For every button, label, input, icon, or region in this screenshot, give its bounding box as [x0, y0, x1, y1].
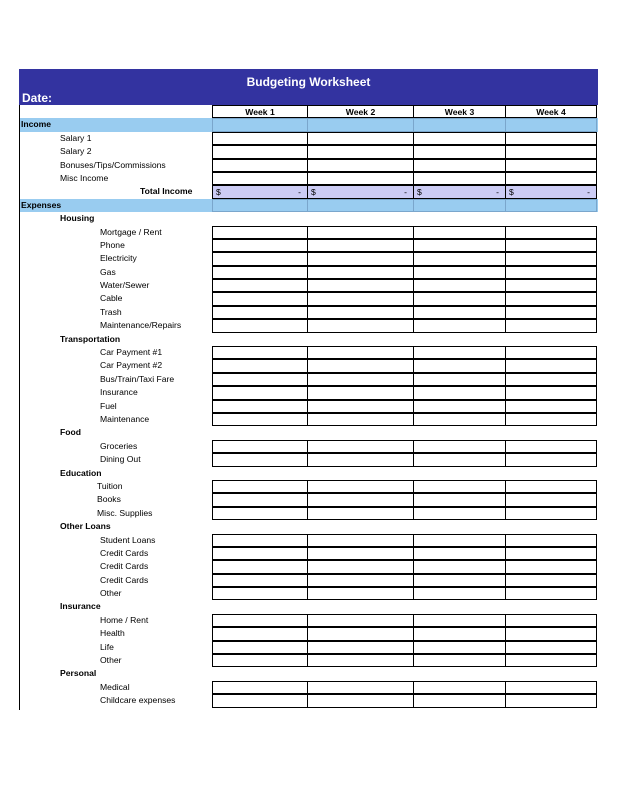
income-bonuses-tips-commissions-week-3-cell[interactable] [413, 159, 506, 172]
transportation-bus-train-taxi-fare-week-1-cell[interactable] [212, 373, 308, 386]
other-loans-student-loans-week-3-cell[interactable] [413, 534, 506, 547]
transportation-bus-train-taxi-fare-week-3-cell[interactable] [413, 373, 506, 386]
housing-water-sewer-week-3-cell[interactable] [413, 279, 506, 292]
insurance-other-week-4-cell[interactable] [505, 654, 597, 667]
housing-mortgage-rent-week-2-cell[interactable] [307, 226, 414, 239]
housing-electricity-week-4-cell[interactable] [505, 252, 597, 265]
education-books-week-3-cell[interactable] [413, 493, 506, 506]
other-loans-credit-cards-week-1-cell[interactable] [212, 547, 308, 560]
expense-category-other-loans [19, 520, 598, 533]
food-groceries-week-3-cell[interactable] [413, 440, 506, 453]
other-loans-credit-cards-week-4-cell[interactable] [505, 574, 597, 587]
income-misc-income-week-1-cell[interactable] [212, 172, 308, 185]
other-loans-credit-cards-week-3-cell[interactable] [413, 547, 506, 560]
education-books-week-4-cell[interactable] [505, 493, 597, 506]
other-loans-credit-cards-week-1-cell[interactable] [212, 574, 308, 587]
food-dining-out-week-1-cell[interactable] [212, 453, 308, 466]
category-label: Other Loans [60, 521, 111, 532]
food-dining-out-week-4-cell[interactable] [505, 453, 597, 466]
other-loans-credit-cards-week-3-cell[interactable] [413, 574, 506, 587]
insurance-home-rent-week-4-cell[interactable] [505, 614, 597, 627]
expense-row [19, 226, 598, 239]
other-loans-credit-cards-week-4-cell[interactable] [505, 560, 597, 573]
insurance-other-week-1-cell[interactable] [212, 654, 308, 667]
total-income-week-2: $ - [307, 185, 414, 198]
week-4-header: Week 4 [505, 105, 597, 118]
expense-item-label: Groceries [100, 440, 138, 451]
housing-trash-week-3-cell[interactable] [413, 306, 506, 319]
expense-row [19, 614, 598, 627]
income-salary-2-week-1-cell[interactable] [212, 145, 308, 158]
education-books-week-2-cell[interactable] [307, 493, 414, 506]
expense-item-label: Bus/Train/Taxi Fare [100, 373, 175, 384]
expense-row [19, 252, 598, 265]
other-loans-other-week-4-cell[interactable] [505, 587, 597, 600]
income-row [19, 172, 598, 185]
expense-item-label: Fuel [100, 400, 117, 411]
budget-worksheet [19, 69, 598, 708]
week-3-header: Week 3 [413, 105, 506, 118]
expense-item-label: Dining Out [100, 454, 141, 465]
expense-row [19, 627, 598, 640]
transportation-car-payment-2-week-2-cell[interactable] [307, 359, 414, 372]
housing-mortgage-rent-week-4-cell[interactable] [505, 226, 597, 239]
personal-medical-week-2-cell[interactable] [307, 681, 414, 694]
category-label: Housing [60, 213, 95, 224]
other-loans-student-loans-week-1-cell[interactable] [212, 534, 308, 547]
expense-row [19, 493, 598, 506]
housing-mortgage-rent-week-1-cell[interactable] [212, 226, 308, 239]
housing-phone-week-3-cell[interactable] [413, 239, 506, 252]
personal-medical-week-3-cell[interactable] [413, 681, 506, 694]
education-misc-supplies-week-2-cell[interactable] [307, 507, 414, 520]
transportation-car-payment-1-week-4-cell[interactable] [505, 346, 597, 359]
personal-childcare-expenses-week-2-cell[interactable] [307, 694, 414, 707]
expense-row [19, 386, 598, 399]
expense-category-education [19, 467, 598, 480]
week-1-header: Week 1 [212, 105, 308, 118]
expense-item-label: Maintenance/Repairs [100, 320, 182, 331]
insurance-home-rent-week-3-cell[interactable] [413, 614, 506, 627]
expense-item-label: Medical [100, 681, 130, 692]
personal-childcare-expenses-week-3-cell[interactable] [413, 694, 506, 707]
expense-row [19, 654, 598, 667]
housing-gas-week-1-cell[interactable] [212, 266, 308, 279]
income-item-label: Salary 1 [60, 132, 92, 143]
expense-row [19, 319, 598, 332]
income-salary-1-week-2-cell[interactable] [307, 132, 414, 145]
transportation-insurance-week-3-cell[interactable] [413, 386, 506, 399]
housing-maintenance-repairs-week-3-cell[interactable] [413, 319, 506, 332]
expense-item-label: Health [100, 628, 125, 639]
other-loans-student-loans-week-2-cell[interactable] [307, 534, 414, 547]
expense-item-label: Misc. Supplies [97, 507, 153, 518]
insurance-life-week-1-cell[interactable] [212, 641, 308, 654]
other-loans-credit-cards-week-2-cell[interactable] [307, 560, 414, 573]
insurance-home-rent-week-1-cell[interactable] [212, 614, 308, 627]
total-income-week-4: $ - [505, 185, 597, 198]
expense-item-label: Trash [100, 306, 122, 317]
expense-row [19, 681, 598, 694]
housing-gas-week-4-cell[interactable] [505, 266, 597, 279]
income-label: Income [21, 119, 52, 130]
expense-item-label: Maintenance [100, 413, 150, 424]
expense-item-label: Phone [100, 239, 125, 250]
insurance-health-week-1-cell[interactable] [212, 627, 308, 640]
other-loans-credit-cards-week-2-cell[interactable] [307, 574, 414, 587]
other-loans-other-week-2-cell[interactable] [307, 587, 414, 600]
expense-item-label: Tuition [97, 480, 123, 491]
income-row [19, 132, 598, 145]
expense-row [19, 306, 598, 319]
transportation-maintenance-week-2-cell[interactable] [307, 413, 414, 426]
housing-electricity-week-3-cell[interactable] [413, 252, 506, 265]
housing-electricity-week-2-cell[interactable] [307, 252, 414, 265]
housing-phone-week-2-cell[interactable] [307, 239, 414, 252]
insurance-life-week-3-cell[interactable] [413, 641, 506, 654]
category-label: Transportation [60, 333, 121, 344]
expense-row [19, 292, 598, 305]
income-rows [19, 132, 598, 186]
expense-item-label: Car Payment #1 [100, 347, 163, 358]
housing-water-sewer-week-1-cell[interactable] [212, 279, 308, 292]
expense-category-personal [19, 667, 598, 680]
transportation-car-payment-2-week-4-cell[interactable] [505, 359, 597, 372]
expense-row [19, 400, 598, 413]
expense-item-label: Home / Rent [100, 614, 149, 625]
transportation-maintenance-week-3-cell[interactable] [413, 413, 506, 426]
education-tuition-week-3-cell[interactable] [413, 480, 506, 493]
income-bonuses-tips-commissions-week-2-cell[interactable] [307, 159, 414, 172]
food-dining-out-week-3-cell[interactable] [413, 453, 506, 466]
transportation-car-payment-2-week-3-cell[interactable] [413, 359, 506, 372]
other-loans-student-loans-week-4-cell[interactable] [505, 534, 597, 547]
expense-row [19, 587, 598, 600]
education-misc-supplies-week-4-cell[interactable] [505, 507, 597, 520]
income-item-label: Salary 2 [60, 146, 92, 157]
income-item-label: Bonuses/Tips/Commissions [60, 159, 166, 170]
food-dining-out-week-2-cell[interactable] [307, 453, 414, 466]
expense-row [19, 507, 598, 520]
expense-item-label: Car Payment #2 [100, 360, 163, 371]
housing-trash-week-2-cell[interactable] [307, 306, 414, 319]
expense-row [19, 413, 598, 426]
category-label: Personal [60, 668, 97, 679]
date-label: Date: [22, 91, 53, 105]
category-label: Food [60, 427, 81, 438]
expenses-label: Expenses [21, 199, 62, 210]
expense-item-label: Gas [100, 266, 116, 277]
income-section-header [19, 118, 598, 131]
income-salary-2-week-2-cell[interactable] [307, 145, 414, 158]
food-groceries-week-4-cell[interactable] [505, 440, 597, 453]
housing-cable-week-3-cell[interactable] [413, 292, 506, 305]
expense-category-food [19, 426, 598, 439]
total-income-label: Total Income [140, 186, 193, 197]
income-salary-2-week-4-cell[interactable] [505, 145, 597, 158]
expense-row [19, 359, 598, 372]
expense-row [19, 480, 598, 493]
expense-item-label: Credit Cards [100, 547, 149, 558]
expense-item-label: Life [100, 641, 114, 652]
education-books-week-1-cell[interactable] [212, 493, 308, 506]
personal-medical-week-1-cell[interactable] [212, 681, 308, 694]
income-misc-income-week-2-cell[interactable] [307, 172, 414, 185]
transportation-bus-train-taxi-fare-week-4-cell[interactable] [505, 373, 597, 386]
expense-row [19, 373, 598, 386]
education-tuition-week-4-cell[interactable] [505, 480, 597, 493]
education-misc-supplies-week-3-cell[interactable] [413, 507, 506, 520]
income-misc-income-week-4-cell[interactable] [505, 172, 597, 185]
housing-gas-week-3-cell[interactable] [413, 266, 506, 279]
income-bonuses-tips-commissions-week-1-cell[interactable] [212, 159, 308, 172]
transportation-fuel-week-1-cell[interactable] [212, 400, 308, 413]
insurance-home-rent-week-2-cell[interactable] [307, 614, 414, 627]
expense-category-insurance [19, 600, 598, 613]
title-bar [19, 69, 598, 105]
expense-rows [19, 212, 598, 707]
expense-row [19, 560, 598, 573]
food-groceries-week-2-cell[interactable] [307, 440, 414, 453]
expense-category-transportation [19, 333, 598, 346]
worksheet-title: Budgeting Worksheet [246, 75, 371, 89]
transportation-car-payment-1-week-1-cell[interactable] [212, 346, 308, 359]
expense-item-label: Childcare expenses [100, 695, 176, 706]
total-income-week-1: $ - [212, 185, 308, 198]
week-header-row [19, 105, 598, 118]
housing-mortgage-rent-week-3-cell[interactable] [413, 226, 506, 239]
education-tuition-week-2-cell[interactable] [307, 480, 414, 493]
housing-gas-week-2-cell[interactable] [307, 266, 414, 279]
other-loans-other-week-3-cell[interactable] [413, 587, 506, 600]
education-misc-supplies-week-1-cell[interactable] [212, 507, 308, 520]
insurance-health-week-3-cell[interactable] [413, 627, 506, 640]
housing-cable-week-2-cell[interactable] [307, 292, 414, 305]
insurance-life-week-2-cell[interactable] [307, 641, 414, 654]
transportation-fuel-week-2-cell[interactable] [307, 400, 414, 413]
food-groceries-week-1-cell[interactable] [212, 440, 308, 453]
expense-item-label: Mortgage / Rent [100, 226, 162, 237]
expense-item-label: Insurance [100, 387, 138, 398]
expense-row [19, 453, 598, 466]
transportation-insurance-week-2-cell[interactable] [307, 386, 414, 399]
category-label: Education [60, 467, 102, 478]
transportation-maintenance-week-4-cell[interactable] [505, 413, 597, 426]
transportation-insurance-week-1-cell[interactable] [212, 386, 308, 399]
other-loans-credit-cards-week-1-cell[interactable] [212, 560, 308, 573]
total-income-week-3: $ - [413, 185, 506, 198]
housing-phone-week-4-cell[interactable] [505, 239, 597, 252]
insurance-other-week-2-cell[interactable] [307, 654, 414, 667]
housing-trash-week-4-cell[interactable] [505, 306, 597, 319]
housing-electricity-week-1-cell[interactable] [212, 252, 308, 265]
transportation-fuel-week-4-cell[interactable] [505, 400, 597, 413]
insurance-other-week-3-cell[interactable] [413, 654, 506, 667]
expense-row [19, 547, 598, 560]
housing-water-sewer-week-4-cell[interactable] [505, 279, 597, 292]
income-row [19, 145, 598, 158]
housing-cable-week-1-cell[interactable] [212, 292, 308, 305]
expense-item-label: Cable [100, 293, 123, 304]
insurance-life-week-4-cell[interactable] [505, 641, 597, 654]
expense-row [19, 641, 598, 654]
expense-item-label: Electricity [100, 253, 137, 264]
expense-row [19, 440, 598, 453]
transportation-fuel-week-3-cell[interactable] [413, 400, 506, 413]
housing-trash-week-1-cell[interactable] [212, 306, 308, 319]
personal-medical-week-4-cell[interactable] [505, 681, 597, 694]
income-row [19, 159, 598, 172]
personal-childcare-expenses-week-4-cell[interactable] [505, 694, 597, 707]
income-bonuses-tips-commissions-week-4-cell[interactable] [505, 159, 597, 172]
total-income-row [19, 185, 598, 198]
expense-row [19, 694, 598, 707]
personal-childcare-expenses-week-1-cell[interactable] [212, 694, 308, 707]
other-loans-other-week-1-cell[interactable] [212, 587, 308, 600]
expense-item-label: Water/Sewer [100, 280, 150, 291]
expense-item-label: Other [100, 588, 122, 599]
expenses-section-header [19, 199, 598, 212]
transportation-maintenance-week-1-cell[interactable] [212, 413, 308, 426]
expense-item-label: Credit Cards [100, 561, 149, 572]
insurance-health-week-2-cell[interactable] [307, 627, 414, 640]
housing-maintenance-repairs-week-4-cell[interactable] [505, 319, 597, 332]
expense-item-label: Books [97, 494, 121, 505]
transportation-bus-train-taxi-fare-week-2-cell[interactable] [307, 373, 414, 386]
other-loans-credit-cards-week-4-cell[interactable] [505, 547, 597, 560]
income-misc-income-week-3-cell[interactable] [413, 172, 506, 185]
education-tuition-week-1-cell[interactable] [212, 480, 308, 493]
income-salary-2-week-3-cell[interactable] [413, 145, 506, 158]
expense-row [19, 346, 598, 359]
housing-maintenance-repairs-week-2-cell[interactable] [307, 319, 414, 332]
expense-item-label: Student Loans [100, 534, 156, 545]
housing-water-sewer-week-2-cell[interactable] [307, 279, 414, 292]
category-label: Insurance [60, 601, 101, 612]
transportation-insurance-week-4-cell[interactable] [505, 386, 597, 399]
income-item-label: Misc Income [60, 172, 109, 183]
other-loans-credit-cards-week-2-cell[interactable] [307, 547, 414, 560]
income-salary-1-week-4-cell[interactable] [505, 132, 597, 145]
transportation-car-payment-1-week-2-cell[interactable] [307, 346, 414, 359]
expense-category-housing [19, 212, 598, 225]
expense-item-label: Other [100, 655, 122, 666]
sheet-left-border [19, 105, 20, 710]
transportation-car-payment-1-week-3-cell[interactable] [413, 346, 506, 359]
income-salary-1-week-1-cell[interactable] [212, 132, 308, 145]
housing-phone-week-1-cell[interactable] [212, 239, 308, 252]
expense-row [19, 574, 598, 587]
income-salary-1-week-3-cell[interactable] [413, 132, 506, 145]
other-loans-credit-cards-week-3-cell[interactable] [413, 560, 506, 573]
housing-maintenance-repairs-week-1-cell[interactable] [212, 319, 308, 332]
transportation-car-payment-2-week-1-cell[interactable] [212, 359, 308, 372]
expense-row [19, 534, 598, 547]
expense-row [19, 279, 598, 292]
expense-row [19, 239, 598, 252]
insurance-health-week-4-cell[interactable] [505, 627, 597, 640]
expense-row [19, 266, 598, 279]
expense-item-label: Credit Cards [100, 574, 149, 585]
housing-cable-week-4-cell[interactable] [505, 292, 597, 305]
week-2-header: Week 2 [307, 105, 414, 118]
